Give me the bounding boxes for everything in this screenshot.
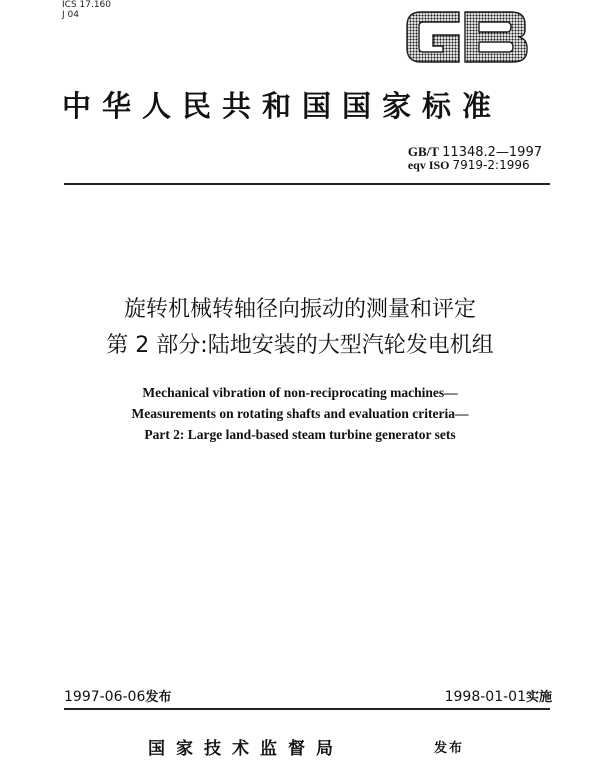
implementation-date xyxy=(445,686,552,705)
english-title-line-3: Part 2: Large land-based steam turbine generator sets xyxy=(144,427,456,442)
english-title-line-2: Measurements on rotating shafts and evaluation criteria— xyxy=(131,406,469,421)
ics-code: ICS 17.160 xyxy=(62,0,112,10)
header-divider xyxy=(64,183,550,185)
implementation-date-value: 1998-01-01 xyxy=(444,689,526,705)
issue-date-suffix: 发布 xyxy=(145,690,172,705)
standard-number-row xyxy=(408,145,542,159)
footer-divider xyxy=(64,708,550,710)
implementation-date-suffix: 实施 xyxy=(525,690,552,705)
chinese-title-line-1: 旋转机械转轴径向振动的测量和评定 xyxy=(123,297,476,322)
gb-logo xyxy=(403,8,531,66)
equivalence-row xyxy=(408,159,542,172)
country-standard-title: 中华人民共和国国家标准 xyxy=(62,89,503,123)
standard-number-label: GB/T xyxy=(407,144,439,159)
publish-action: 发布 xyxy=(434,741,465,756)
ccs-code: J 04 xyxy=(62,10,79,20)
logo-letter-g xyxy=(407,12,459,62)
issue-date xyxy=(64,686,171,705)
logo-letter-b xyxy=(465,12,527,62)
classification-codes xyxy=(62,0,111,20)
equivalence-label: eqv ISO xyxy=(407,158,450,172)
english-title-line-1: Mechanical vibration of non-reciprocating machines— xyxy=(142,385,458,400)
standard-identifier xyxy=(408,145,542,172)
svg-text:GB: GB xyxy=(403,8,405,9)
issue-date-value: 1997-06-06 xyxy=(64,689,146,705)
publisher-name: 国家技术监督局 xyxy=(148,739,344,759)
standard-number-value: 11348.2—1997 xyxy=(442,145,542,160)
equivalence-value: 7919-2:1996 xyxy=(452,158,530,172)
chinese-title-line-2: 第 2 部分:陆地安装的大型汽轮发电机组 xyxy=(106,333,494,358)
